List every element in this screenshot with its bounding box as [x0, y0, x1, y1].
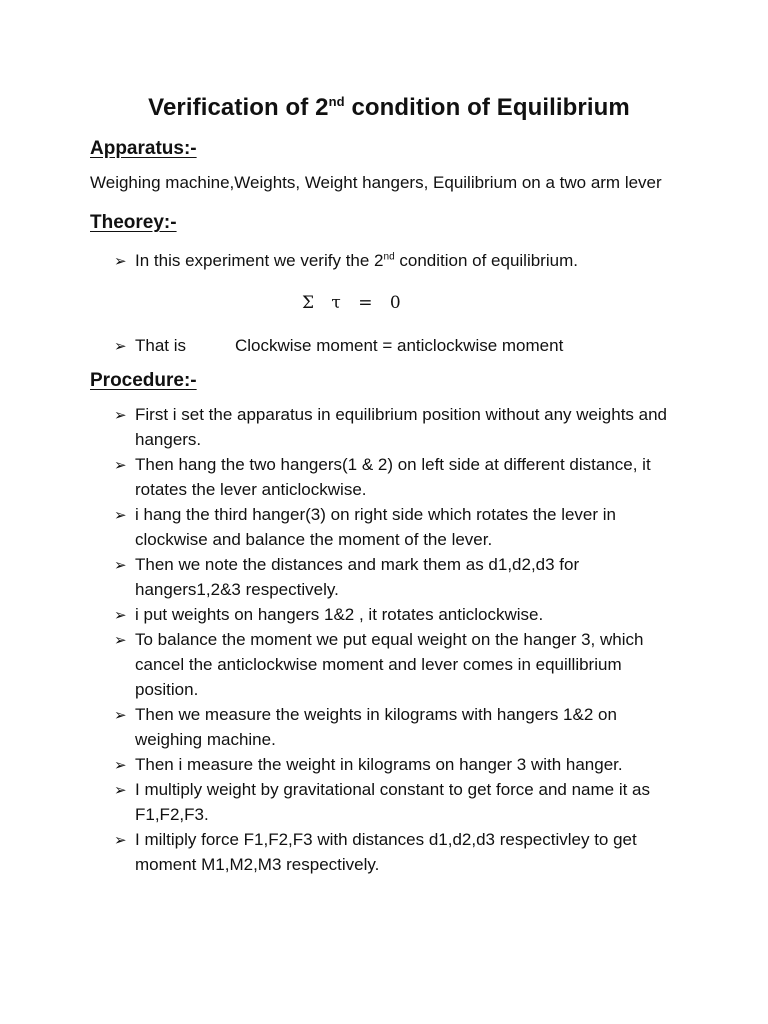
- title-prefix: Verification of 2: [148, 94, 329, 121]
- apparatus-text: Weighing machine,Weights, Weight hangers, Equilibrium on a two arm lever: [90, 173, 662, 192]
- procedure-step: [114, 827, 688, 877]
- theory-bullet-1-superscript: nd: [383, 251, 395, 263]
- arrowhead-bullet-icon: ➢: [114, 507, 127, 524]
- procedure-step: [114, 502, 688, 552]
- procedure-step-text: i put weights on hangers 1&2 , it rotates anticlockwise.: [135, 605, 544, 624]
- procedure-list: [90, 402, 688, 877]
- arrowhead-bullet-icon: ➢: [114, 407, 127, 424]
- theory-heading: Theorey:-: [90, 212, 177, 233]
- title-superscript: nd: [328, 94, 345, 109]
- equilibrium-equation: Σ τ = 0: [302, 293, 407, 313]
- arrowhead-bullet-icon: ➢: [114, 457, 127, 474]
- theory-list-2: [90, 333, 688, 358]
- procedure-step: [114, 402, 688, 452]
- arrowhead-bullet-icon: ➢: [114, 782, 127, 799]
- arrowhead-bullet-icon: ➢: [114, 832, 127, 849]
- procedure-step-text: i hang the third hanger(3) on right side which rotates the lever in clockwise and balance the moment of the lever.: [135, 505, 616, 549]
- that-is-label: That is: [135, 336, 187, 355]
- title-suffix: condition of Equilibrium: [344, 94, 630, 121]
- procedure-step: [114, 627, 688, 702]
- theory-bullet-1-prefix: In this experiment we verify the 2: [135, 251, 384, 270]
- section-spacer: [90, 358, 688, 370]
- arrowhead-bullet-icon: ➢: [114, 607, 127, 624]
- theory-list: [90, 248, 688, 273]
- theory-bullet-1-suffix: condition of equilibrium.: [394, 251, 578, 270]
- arrowhead-bullet-icon: ➢: [114, 557, 127, 574]
- procedure-step: [114, 777, 688, 827]
- procedure-step-text: First i set the apparatus in equilibrium position without any weights and hangers.: [135, 405, 668, 449]
- procedure-step-text: Then hang the two hangers(1 & 2) on left side at different distance, it rotates the lever anticlockwise.: [135, 455, 651, 499]
- that-is-text: Clockwise moment = anticlockwise moment: [235, 336, 564, 355]
- apparatus-heading: Apparatus:-: [90, 138, 197, 159]
- procedure-heading: Procedure:-: [90, 370, 197, 391]
- page-title: [90, 94, 688, 122]
- arrowhead-bullet-icon: ➢: [114, 253, 127, 270]
- arrowhead-bullet-icon: ➢: [114, 757, 127, 774]
- arrowhead-bullet-icon: ➢: [114, 632, 127, 649]
- procedure-step: [114, 452, 688, 502]
- arrowhead-bullet-icon: ➢: [114, 338, 127, 355]
- procedure-step-text: To balance the moment we put equal weight on the hanger 3, which cancel the anticlockwise moment and lever comes in equillibrium position.: [135, 630, 644, 699]
- procedure-step-text: I multiply weight by gravitational constant to get force and name it as F1,F2,F3.: [135, 780, 650, 824]
- procedure-step: [114, 702, 688, 752]
- procedure-step: [114, 752, 688, 777]
- procedure-step: [114, 602, 688, 627]
- procedure-step: [114, 552, 688, 602]
- procedure-step-text: Then i measure the weight in kilograms on hanger 3 with hanger.: [135, 755, 623, 774]
- arrowhead-bullet-icon: ➢: [114, 707, 127, 724]
- theory-bullet-1: [114, 248, 688, 273]
- procedure-step-text: Then we note the distances and mark them as d1,d2,d3 for hangers1,2&3 respectively.: [135, 555, 580, 599]
- procedure-step-text: Then we measure the weights in kilograms with hangers 1&2 on weighing machine.: [135, 705, 617, 749]
- theory-bullet-2: [114, 333, 688, 358]
- procedure-step-text: I miltiply force F1,F2,F3 with distances d1,d2,d3 respectivley to get moment M1,M2,M3 respectively.: [135, 830, 637, 874]
